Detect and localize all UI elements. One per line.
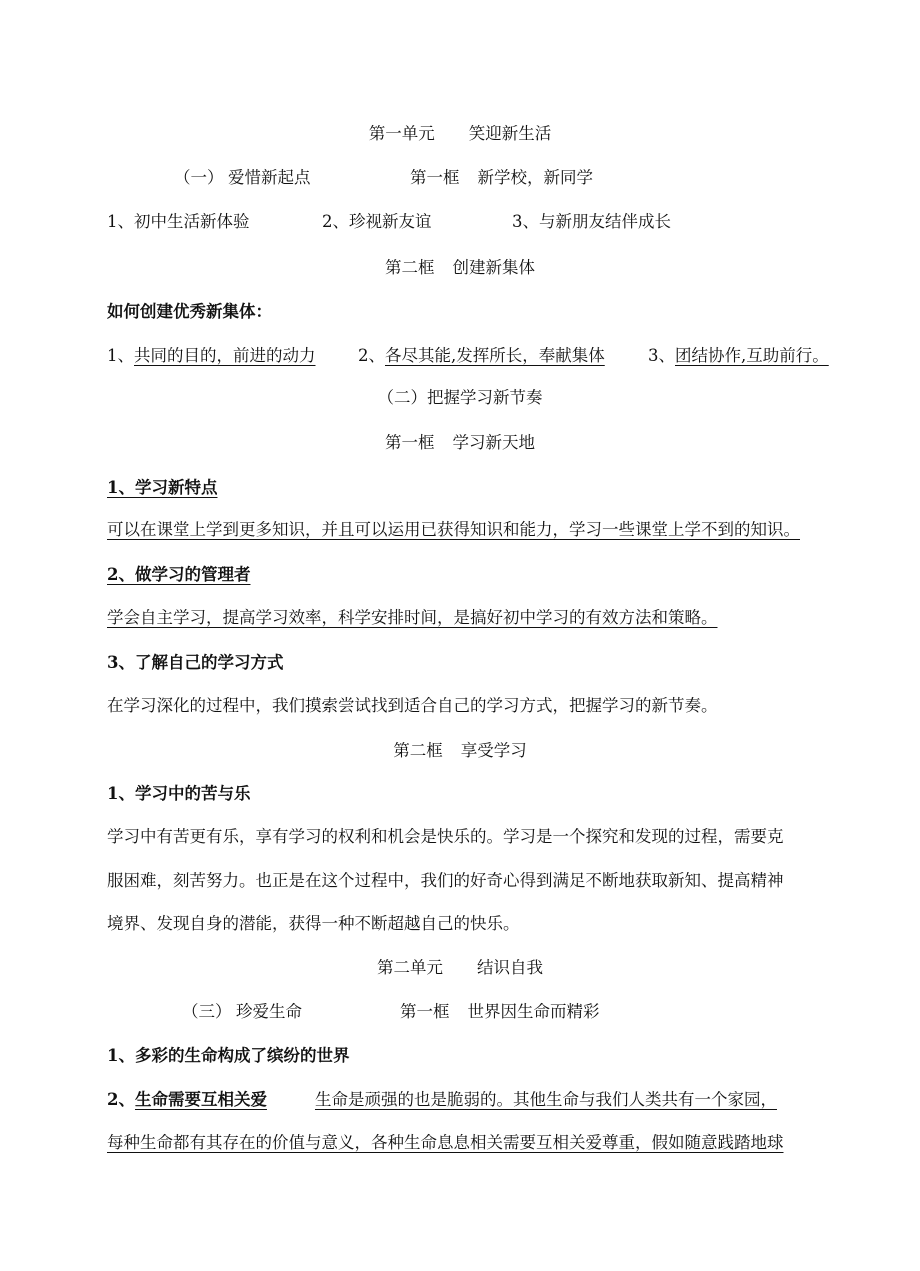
lesson1-point-2: 2、珍视新友谊 (322, 212, 432, 231)
point-number: 3、 (648, 346, 675, 365)
lesson1-point-1: 1、初中生活新体验 (107, 212, 250, 231)
collective-point-3 (648, 344, 829, 368)
study-item-3-heading: 3、了解自己的学习方式 (107, 653, 284, 672)
point-text: 各尽其能,发挥所长，奉献集体 (385, 346, 605, 365)
lesson3-frame (400, 1000, 600, 1024)
study-item-3-text: 在学习深化的过程中，我们摸索尝试找到适合自己的学习方式，把握学习的新节奏。 (107, 696, 718, 715)
joy-paragraph-line-3: 境界、发现自身的潜能，获得一种不断超越自己的快乐。 (107, 914, 520, 933)
frame-title: 学习新天地 (452, 433, 535, 452)
study-item-2-text: 学会自主学习，提高学习效率，科学安排时间，是搞好初中学习的有效方法和策略。 (107, 608, 718, 627)
frame-label: 第一框 (410, 168, 460, 187)
frame-title: 新学校，新同学 (477, 168, 593, 187)
point-text: 共同的目的，前进的动力 (134, 346, 316, 365)
study-item-1-text: 可以在课堂上学到更多知识，并且可以运用已获得知识和能力，学习一些课堂上学不到的知识。 (107, 520, 800, 539)
life-item-1: 1、多彩的生命构成了缤纷的世界 (107, 1046, 350, 1065)
frame-label: 第一框 (400, 1002, 450, 1021)
frame-label: 第二框 (393, 741, 443, 760)
collective-question: 如何创建优秀新集体： (107, 302, 272, 321)
lesson1-name: 爱惜新起点 (228, 168, 311, 187)
life-item-2-line-2: 每种生命都有其存在的价值与意义，各种生命息息相关需要互相关爱尊重，假如随意践踏地球 (107, 1133, 784, 1152)
frame-title: 创建新集体 (452, 258, 535, 277)
lesson1-number: （一） (174, 168, 224, 187)
study-item-1-heading: 1、学习新特点 (107, 478, 218, 497)
point-text: 团结协作,互助前行。 (675, 346, 829, 365)
frame-title: 享受学习 (460, 741, 527, 760)
collective-point-2 (358, 344, 605, 368)
unit1-subtitle: 笑迎新生活 (468, 124, 552, 143)
collective-point-1 (107, 344, 316, 368)
life-item-2-line-1 (107, 1088, 777, 1112)
study-item-2-heading: 2、做学习的管理者 (107, 565, 251, 584)
lesson1-frame (410, 166, 593, 190)
frame2-heading (0, 256, 920, 280)
lesson2-frame1-heading (0, 431, 920, 455)
frame-label: 第二框 (385, 258, 435, 277)
unit1-title: 第一单元 (368, 124, 435, 143)
life-item-2-heading: 生命需要互相关爱 (134, 1090, 267, 1109)
lesson2-title: （二）把握学习新节奏 (377, 388, 543, 407)
joy-paragraph-line-1: 学习中有苦更有乐，享有学习的权利和机会是快乐的。学习是一个探究和发现的过程，需要克 (107, 827, 784, 846)
point-number: 1、 (107, 346, 134, 365)
unit2-title: 第二单元 (377, 958, 443, 977)
unit2-subtitle: 结识自我 (477, 958, 543, 977)
frame-label: 第一框 (385, 433, 435, 452)
joy-paragraph-line-2: 服困难，刻苦努力。也正是在这个过程中，我们的好奇心得到满足不断地获取新知、提高精神 (107, 871, 784, 890)
unit1-heading (0, 122, 920, 146)
point-number: 2、 (358, 346, 385, 365)
frame-title: 世界因生命而精彩 (467, 1002, 600, 1021)
joy-heading: 1、学习中的苦与乐 (107, 784, 251, 803)
lesson3-number: （三） (182, 1002, 232, 1021)
life-item-2-text-1: 生命是顽强的也是脆弱的。其他生命与我们人类共有一个家园， (314, 1090, 777, 1109)
life-item-2-number: 2、 (107, 1090, 135, 1109)
lesson1-point-3: 3、与新朋友结伴成长 (512, 212, 671, 231)
lesson2-frame2-heading (0, 739, 920, 763)
lesson3-name: 珍爱生命 (236, 1002, 302, 1021)
unit2-heading (0, 956, 920, 980)
